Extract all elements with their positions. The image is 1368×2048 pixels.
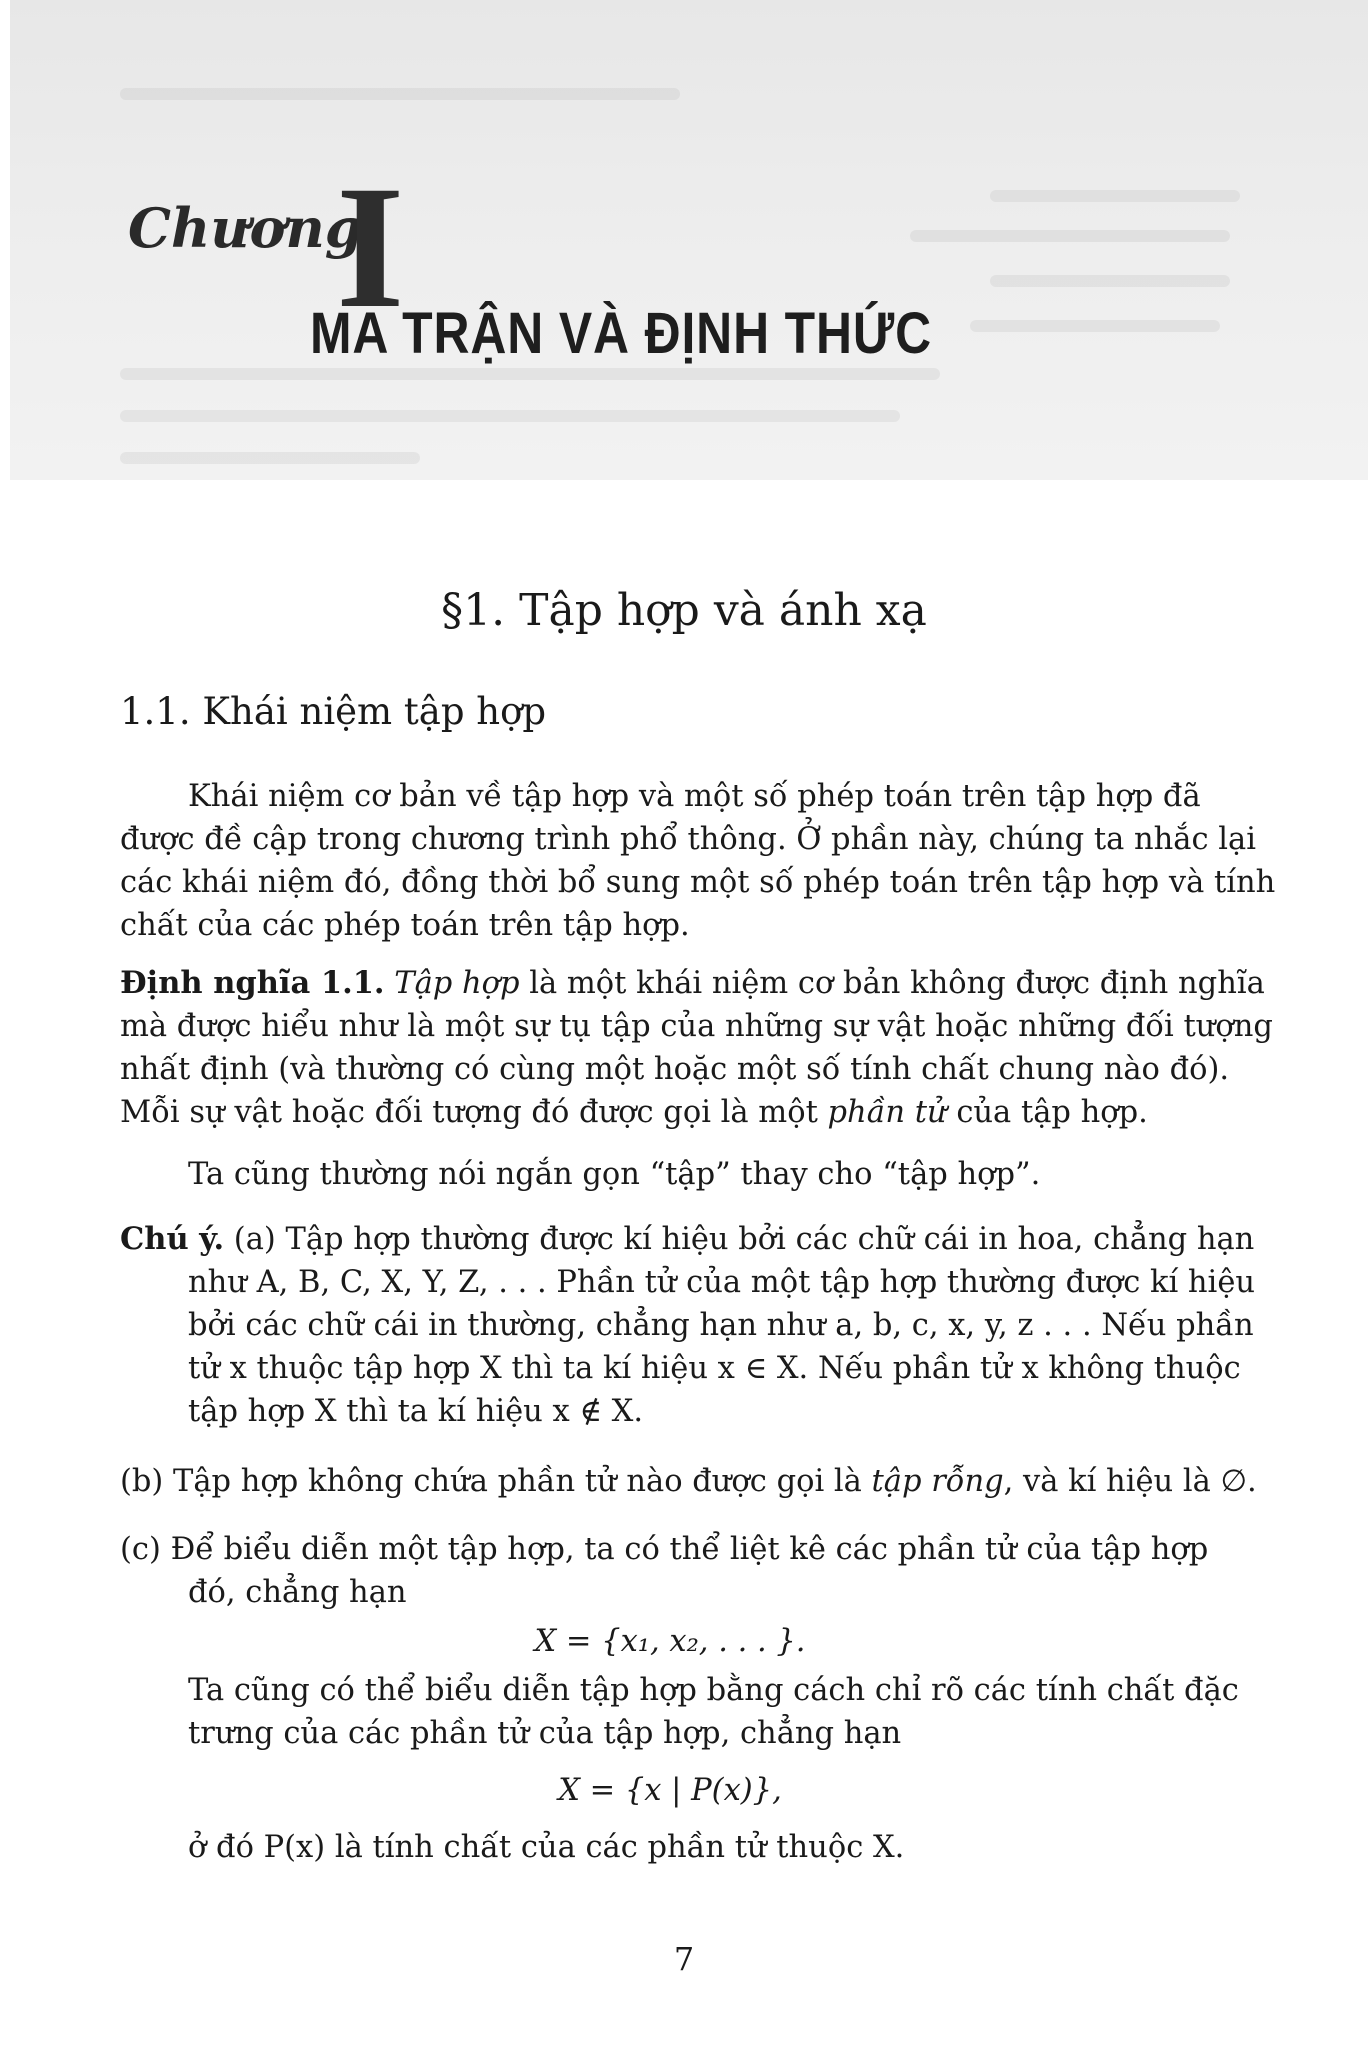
definition-text: của tập hợp. <box>946 1095 1148 1130</box>
definition-label: Định nghĩa 1.1. <box>120 965 385 1001</box>
definition-term: Tập hợp <box>394 966 520 1001</box>
note-c-text: trưng của các phần tử của tập hợp, chẳng hạn <box>188 1716 902 1751</box>
page-number: 7 <box>673 1940 695 1978</box>
short-note: Ta cũng thường nói ngắn gọn “tập” thay cho “tập hợp”. <box>188 1157 1041 1192</box>
note-b-text: (b) Tập hợp không chứa phần tử nào được gọi là <box>120 1464 872 1499</box>
note-a-text: bởi các chữ cái in thường, chẳng hạn như a, b, c, x, y, z . . . Nếu phần <box>188 1308 1254 1343</box>
note-a-text: như A, B, C, X, Y, Z, . . . Phần tử của một tập hợp thường được kí hiệu <box>188 1265 1256 1300</box>
intro-line: chất của các phép toán trên tập hợp. <box>120 908 690 943</box>
short-note-paragraph <box>120 1153 1220 1196</box>
note-c-text: (c) Để biểu diễn một tập hợp, ta có thể liệt kê các phần tử của tập hợp <box>120 1532 1209 1567</box>
intro-line: Khái niệm cơ bản về tập hợp và một số phép toán trên tập hợp đã <box>188 779 1201 814</box>
note-b-text: , và kí hiệu là ∅. <box>1003 1464 1257 1499</box>
definition-text: Mỗi sự vật hoặc đối tượng đó được gọi là một <box>120 1095 828 1130</box>
formula-set-builder: X = {x | P(x)}, <box>558 1773 782 1808</box>
note-c-text: đó, chẳng hạn <box>188 1575 407 1610</box>
note-label: Chú ý. <box>120 1221 225 1257</box>
chapter-header-band <box>10 0 1368 480</box>
intro-line: được đề cập trong chương trình phổ thông. Ở phần này, chúng ta nhắc lại <box>120 822 1256 857</box>
definition-text: là một khái niệm cơ bản không được định nghĩa <box>519 966 1265 1001</box>
note-b-block <box>120 1460 1257 1503</box>
intro-line: các khái niệm đó, đồng thời bổ sung một số phép toán trên tập hợp và tính <box>120 865 1276 900</box>
section-title: §1. Tập hợp và ánh xạ <box>441 585 927 636</box>
note-c-block <box>120 1528 1239 1869</box>
note-c-text: Ta cũng có thể biểu diễn tập hợp bằng cách chỉ rõ các tính chất đặc <box>188 1673 1239 1708</box>
subsection-title: 1.1. Khái niệm tập hợp <box>120 690 547 733</box>
note-a-text: (a) Tập hợp thường được kí hiệu bởi các chữ cái in hoa, chẳng hạn <box>233 1222 1255 1257</box>
intro-paragraph <box>120 775 1276 947</box>
note-block <box>120 1218 1256 1433</box>
definition-line: mà được hiểu như là một sự tụ tập của những sự vật hoặc những đối tượng <box>120 1009 1273 1044</box>
note-a-text: tập hợp X thì ta kí hiệu x ∉ X. <box>188 1394 644 1429</box>
chapter-word: Chương <box>128 196 363 260</box>
formula-enumeration: X = {x₁, x₂, . . . }. <box>534 1624 806 1659</box>
note-c-text: ở đó P(x) là tính chất của các phần tử thuộc X. <box>188 1830 905 1865</box>
chapter-title: MA TRẬN VÀ ĐỊNH THỨC <box>310 301 932 366</box>
definition-paragraph <box>120 962 1273 1134</box>
empty-set-term: tập rỗng <box>871 1464 1004 1499</box>
chapter-numeral: I <box>336 150 405 345</box>
note-a-text: tử x thuộc tập hợp X thì ta kí hiệu x ∈ X. Nếu phần tử x không thuộc <box>188 1351 1241 1386</box>
definition-line: nhất định (và thường có cùng một hoặc một số tính chất chung nào đó). <box>120 1052 1230 1087</box>
definition-element-term: phần tử <box>827 1095 947 1130</box>
